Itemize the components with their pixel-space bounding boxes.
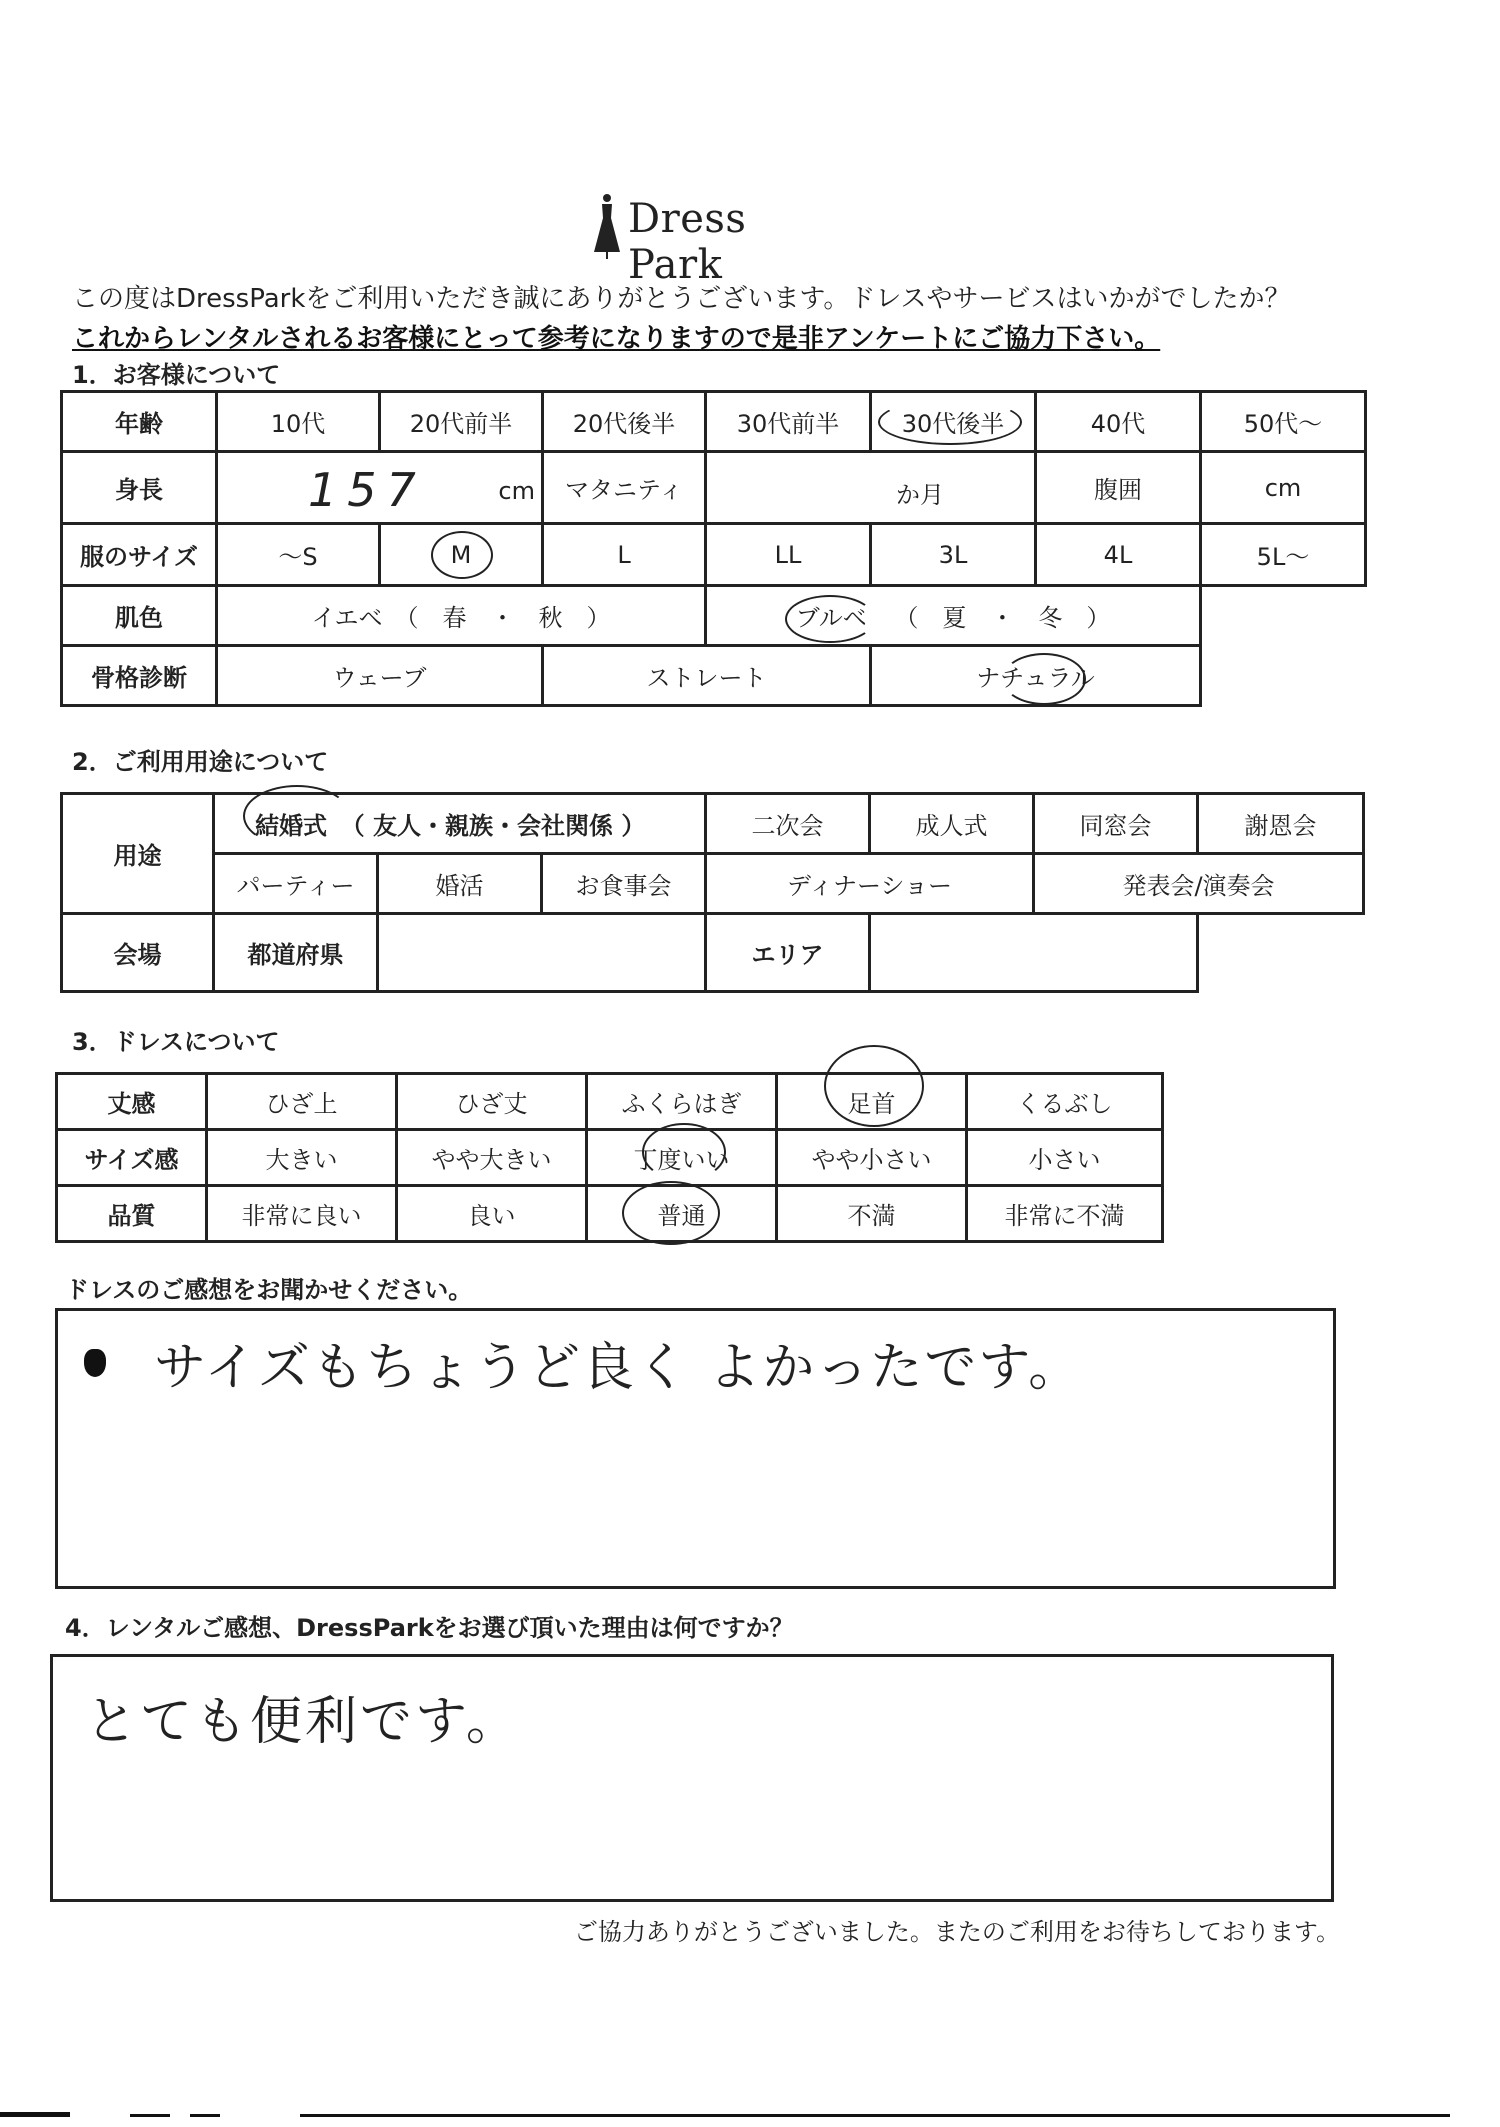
purpose-option[interactable]: ディナーショー <box>706 854 1034 914</box>
dresspark-logo <box>590 190 850 288</box>
age-option[interactable]: 50代〜 <box>1201 392 1366 452</box>
empty-cell <box>1198 914 1364 992</box>
purpose-option[interactable]: 同窓会 <box>1034 794 1198 854</box>
size-option[interactable]: L <box>543 524 706 586</box>
skin-blue-seasons: （ 夏 ・ 冬 ） <box>894 604 1111 632</box>
quality-option[interactable]: 非常に不満 <box>967 1186 1163 1242</box>
purpose-option[interactable]: 発表会/演奏会 <box>1034 854 1364 914</box>
length-option-label: 足首 <box>847 1090 896 1118</box>
size-option[interactable]: 〜S <box>217 524 380 586</box>
height-field[interactable] <box>217 452 543 524</box>
size-option[interactable]: LL <box>706 524 871 586</box>
fit-label: サイズ感 <box>57 1130 207 1186</box>
quality-option-selected[interactable] <box>587 1186 777 1242</box>
scan-edge-mark <box>190 2114 220 2117</box>
fit-option[interactable]: 小さい <box>967 1130 1163 1186</box>
quality-option[interactable]: 不満 <box>777 1186 967 1242</box>
selection-circle <box>431 531 493 579</box>
age-option[interactable]: 10代 <box>217 392 380 452</box>
usage-table <box>60 792 1365 993</box>
purpose-option[interactable]: 婚活 <box>378 854 542 914</box>
empty-cell <box>1201 586 1366 646</box>
skin-blue-label: ブルベ <box>795 604 867 632</box>
length-label: 丈感 <box>57 1074 207 1130</box>
age-option[interactable]: 40代 <box>1036 392 1201 452</box>
selection-circle <box>824 1045 924 1127</box>
body-type-option[interactable]: ストレート <box>543 646 871 706</box>
height-value: 157 <box>308 463 426 517</box>
prefecture-label: 都道府県 <box>214 914 378 992</box>
selection-circle <box>785 595 875 643</box>
area-field[interactable] <box>870 914 1198 992</box>
fit-option[interactable]: やや小さい <box>777 1130 967 1186</box>
age-option-selected[interactable] <box>871 392 1036 452</box>
waist-field[interactable] <box>1201 452 1366 524</box>
fit-option-selected[interactable] <box>587 1130 777 1186</box>
size-option-selected[interactable] <box>380 524 543 586</box>
length-option-selected[interactable] <box>777 1074 967 1130</box>
maternity-label: マタニティ <box>543 452 706 524</box>
scan-edge-mark <box>130 2114 170 2117</box>
purpose-option[interactable]: お食事会 <box>542 854 706 914</box>
purpose-option[interactable]: 二次会 <box>706 794 870 854</box>
waist-unit: cm <box>1264 473 1302 502</box>
fit-option-label: 丁度いい <box>633 1146 730 1174</box>
footer-thanks: ご協力ありがとうございました。またのご利用をお待ちしております。 <box>573 1918 1340 1946</box>
age-option[interactable]: 20代後半 <box>543 392 706 452</box>
blot-mark <box>84 1349 106 1377</box>
scan-edge-mark <box>0 2112 70 2117</box>
quality-option-label: 普通 <box>657 1202 706 1230</box>
dress-table <box>55 1072 1164 1243</box>
rental-comment-text: とても便利です。 <box>85 1692 521 1752</box>
purpose-option[interactable]: 成人式 <box>870 794 1034 854</box>
body-type-option-selected[interactable] <box>871 646 1201 706</box>
maternity-months-field[interactable] <box>706 452 1036 524</box>
prefecture-field[interactable] <box>378 914 706 992</box>
section2-title: 2．ご利用用途について <box>72 748 329 776</box>
section4-title: 4．レンタルご感想、DressParkをお選び頂いた理由は何ですか？ <box>65 1614 794 1642</box>
section1-title: 1．お客様について <box>72 361 281 389</box>
wedding-label: 結婚式 <box>255 812 327 840</box>
purpose-label: 用途 <box>62 794 214 914</box>
quality-label: 品質 <box>57 1186 207 1242</box>
intro-bold-text: これからレンタルされるお客様にとって参考になりますので是非アンケートにご協力下さい。 <box>72 324 1161 354</box>
body-type-option[interactable]: ウェーブ <box>217 646 543 706</box>
customer-table <box>60 390 1367 707</box>
length-option[interactable]: くるぶし <box>967 1074 1163 1130</box>
skin-blue-option[interactable] <box>706 586 1201 646</box>
size-label: 服のサイズ <box>62 524 217 586</box>
venue-label: 会場 <box>62 914 214 992</box>
purpose-option[interactable]: パーティー <box>214 854 378 914</box>
section3-title: 3．ドレスについて <box>72 1028 280 1056</box>
scan-edge-mark <box>300 2114 1450 2117</box>
waist-label: 腹囲 <box>1036 452 1201 524</box>
skin-label: 肌色 <box>62 586 217 646</box>
selection-circle <box>1002 653 1086 705</box>
age-option-label: 30代後半 <box>901 410 1005 438</box>
selection-circle <box>878 399 1022 445</box>
age-label: 年齢 <box>62 392 217 452</box>
purpose-option[interactable]: 謝恩会 <box>1198 794 1364 854</box>
body-type-label: 骨格診断 <box>62 646 217 706</box>
height-label: 身長 <box>62 452 217 524</box>
empty-cell <box>1201 646 1366 706</box>
area-label: エリア <box>706 914 870 992</box>
height-unit: cm <box>498 477 535 505</box>
size-option[interactable]: 4L <box>1036 524 1201 586</box>
wedding-detail: （ 友人・親族・会社関係 ） <box>340 812 646 840</box>
dress-comment-text: サイズもちょうど良く よかったです。 <box>154 1338 1083 1398</box>
dress-comment-box[interactable] <box>55 1308 1336 1589</box>
size-option-label: M <box>450 540 472 569</box>
age-option[interactable]: 20代前半 <box>380 392 543 452</box>
size-option[interactable]: 5L〜 <box>1201 524 1366 586</box>
selection-circle <box>622 1181 720 1245</box>
dress-comment-title: ドレスのご感想をお聞かせください。 <box>65 1276 473 1304</box>
length-option[interactable]: ひざ丈 <box>397 1074 587 1130</box>
quality-option[interactable]: 非常に良い <box>207 1186 397 1242</box>
dress-icon <box>590 190 624 260</box>
months-unit: か月 <box>896 481 944 509</box>
fit-option[interactable]: 大きい <box>207 1130 397 1186</box>
quality-option[interactable]: 良い <box>397 1186 587 1242</box>
selection-circle <box>642 1123 726 1181</box>
length-option[interactable]: ふくらはぎ <box>587 1074 777 1130</box>
body-type-option-label: ナチュラル <box>976 664 1095 692</box>
wedding-option[interactable] <box>214 794 706 854</box>
rental-comment-box[interactable] <box>50 1654 1334 1902</box>
length-option[interactable]: ひざ上 <box>207 1074 397 1130</box>
skin-yellow-option[interactable]: イエベ （ 春 ・ 秋 ） <box>217 586 706 646</box>
fit-option[interactable]: やや大きい <box>397 1130 587 1186</box>
intro-text: この度はDressParkをご利用いただき誠にありがとうございます。ドレスやサービスはいかがでしたか？ <box>72 284 1291 314</box>
selection-circle <box>243 785 351 847</box>
size-option[interactable]: 3L <box>871 524 1036 586</box>
brand-name: Dress Park <box>628 196 747 288</box>
age-option[interactable]: 30代前半 <box>706 392 871 452</box>
